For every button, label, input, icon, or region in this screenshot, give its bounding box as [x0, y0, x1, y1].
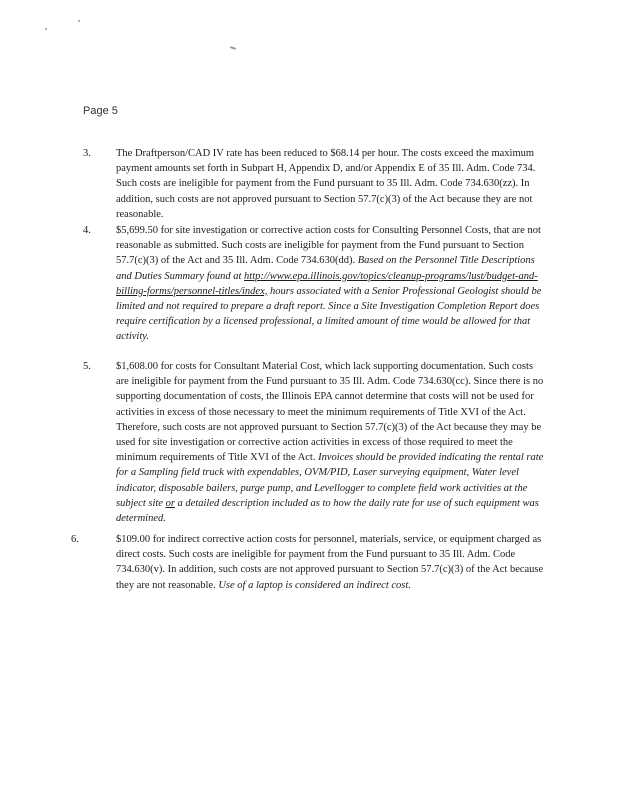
personnel-titles-link[interactable]: http://www.epa.illinois.gov/topics/cleanup-programs/lust/budget-and-billing-forms/personnel-titles/index, — [116, 270, 538, 297]
item-note: Use of a laptop is considered an indirect cost. — [218, 579, 411, 591]
scan-speck — [230, 46, 236, 50]
item-note: Based on the Personnel Title Descriptions and Duties Summary found at — [116, 255, 535, 282]
item-body: The Draftperson/CAD IV rate has been reduced to $68.14 per hour. The costs exceed the maximum payment amounts set forth in Subpart H, Appendix D, and/or Appendix E of 35 Ill. Adm. Code 734. Such costs are ineligible for payment from the Fund pursuant to 35 Ill. Adm. Code 734.630(zz). In addition, such costs are not approved pursuant to Section 57.7(c)(3) of the Act because they are not reasonable. — [116, 148, 536, 220]
scan-speck — [45, 28, 47, 30]
item-number: 4. — [83, 225, 91, 236]
item-number: 6. — [71, 534, 79, 545]
item-body: $109.00 for indirect corrective action costs for personnel, materials, service, or equipment charged as direct costs. Such costs are ineligible for payment from the Fund pursuant to 35 Ill. Adm. Code 734.630(v). In addition, such costs are not approved pursuant to Section 57.7(c)(3) of the Act because they are not reasonable. — [116, 534, 544, 591]
item-text — [116, 532, 546, 593]
item-body: $5,699.50 for site investigation or corrective action costs for Consulting Personnel Costs, that are not reasonable as submitted. Such costs are ineligible for payment from the Fund pursuant to Section 57.7(c)(3) of the Act and 35 Ill. Adm. Code 734.630(dd). — [116, 225, 541, 267]
item-number: 3. — [83, 148, 91, 159]
item-note-or: or — [165, 497, 175, 509]
scan-speck — [78, 20, 80, 22]
item-number: 5. — [83, 361, 91, 372]
item-text — [116, 223, 546, 345]
item-text — [116, 359, 546, 526]
item-body: $1,608.00 for costs for Consultant Material Cost, which lack supporting documentation. Such costs are ineligible for payment from the Fund pursuant to 35 Ill. Adm. Code 734.630(cc). Since there is no supporting documentation of costs, the Illinois EPA cannot determine that costs will not be used for activities in excess of those necessary to meet the minimum requirements of Title XVI of the Act. Therefore, such costs are not approved pursuant to Section 57.7(c)(3) of the Act because they may be used for site investigation or corrective action activities in excess of those required to meet the minimum requirements of Title XVI of the Act. — [116, 361, 544, 464]
item-note: a detailed description included as to how the daily rate for use of such equipment was determined. — [116, 497, 539, 525]
item-note: hours associated with a Senior Professional Geologist should be limited and not required to prepare a draft report. Since a Site Investigation Completion Report does require certification by a licensed professional, a limited amount of time would be allowed for that activity. — [116, 285, 542, 343]
page-number: Page 5 — [83, 105, 118, 117]
item-note: Invoices should be provided indicating the rental rate for a Sampling field truck with expendables, OVM/PID, Laser surveying equipment, Water level indicator, disposable bailers, purge pump, and Levellogger to complete field work activities at the subject site — [116, 452, 544, 509]
item-text — [116, 146, 546, 222]
